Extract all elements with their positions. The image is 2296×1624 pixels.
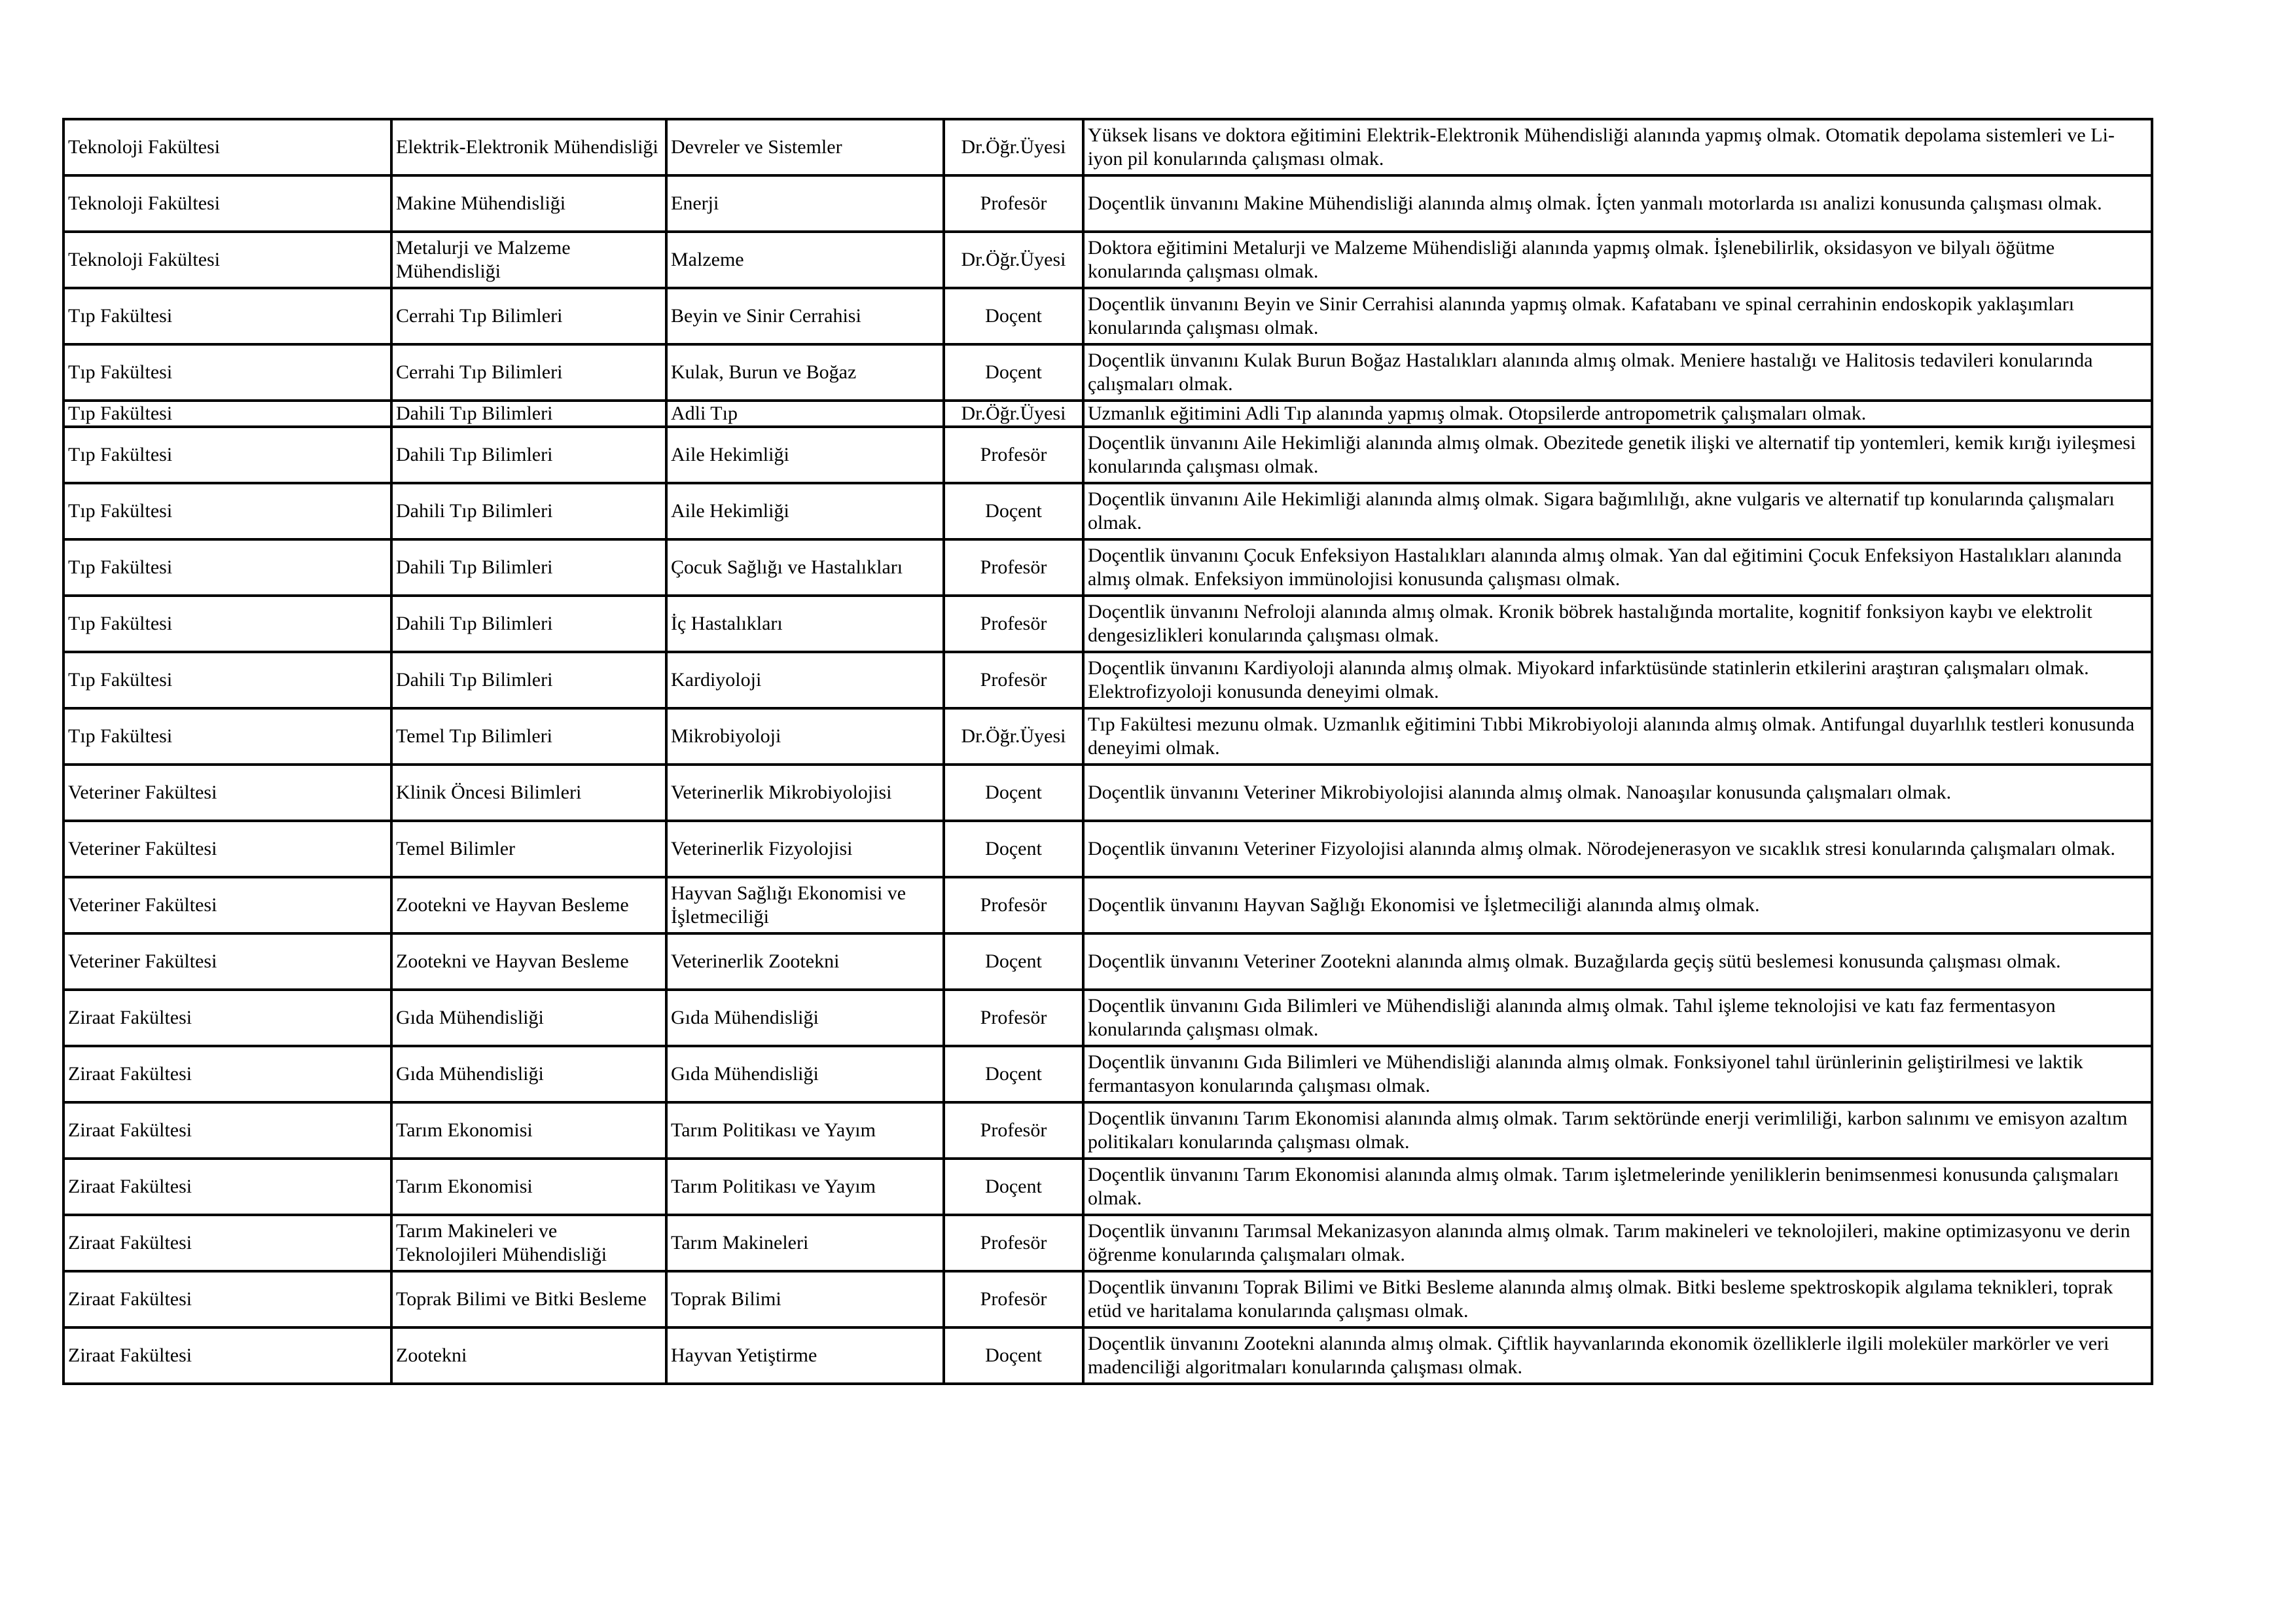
division-cell: Mikrobiyoloji	[666, 708, 944, 765]
division-cell: Hayvan Sağlığı Ekonomisi ve İşletmeciliği	[666, 877, 944, 933]
title-cell: Profesör	[944, 1271, 1083, 1327]
faculty-cell: Ziraat Fakültesi	[63, 990, 391, 1046]
division-cell: Gıda Mühendisliği	[666, 1046, 944, 1102]
department-cell: Zootekni ve Hayvan Besleme	[391, 933, 666, 990]
division-cell: Tarım Makineleri	[666, 1215, 944, 1271]
requirement-cell: Uzmanlık eğitimini Adli Tıp alanında yapmış olmak. Otopsilerde antropometrik çalışmaları olmak.	[1083, 401, 2152, 427]
title-cell: Profesör	[944, 539, 1083, 596]
division-cell: Veterinerlik Zootekni	[666, 933, 944, 990]
department-cell: Metalurji ve Malzeme Mühendisliği	[391, 232, 666, 288]
faculty-cell: Ziraat Fakültesi	[63, 1159, 391, 1215]
faculty-cell: Teknoloji Fakültesi	[63, 175, 391, 232]
department-cell: Dahili Tıp Bilimleri	[391, 427, 666, 483]
requirement-cell: Doçentlik ünvanını Gıda Bilimleri ve Mühendisliği alanında almış olmak. Tahıl işleme teknolojisi ve katı faz fermentasyon konularında çalışması olmak.	[1083, 990, 2152, 1046]
title-cell: Doçent	[944, 933, 1083, 990]
title-cell: Profesör	[944, 1102, 1083, 1159]
division-cell: Devreler ve Sistemler	[666, 119, 944, 175]
requirement-cell: Doçentlik ünvanını Veteriner Fizyolojisi alanında almış olmak. Nörodejenerasyon ve sıcaklık stresi konularında çalışmaları olmak.	[1083, 821, 2152, 877]
table-row	[63, 288, 2152, 344]
faculty-cell: Veteriner Fakültesi	[63, 821, 391, 877]
faculty-cell: Veteriner Fakültesi	[63, 765, 391, 821]
division-cell: Veterinerlik Fizyolojisi	[666, 821, 944, 877]
title-cell: Profesör	[944, 990, 1083, 1046]
requirement-cell: Doçentlik ünvanını Tarım Ekonomisi alanında almış olmak. Tarım sektöründe enerji verimliliği, karbon salınımı ve emisyon azaltım politikaları konularında çalışması olmak.	[1083, 1102, 2152, 1159]
department-cell: Tarım Ekonomisi	[391, 1159, 666, 1215]
title-cell: Dr.Öğr.Üyesi	[944, 119, 1083, 175]
department-cell: Toprak Bilimi ve Bitki Besleme	[391, 1271, 666, 1327]
faculty-cell: Tıp Fakültesi	[63, 483, 391, 539]
requirement-cell: Doçentlik ünvanını Beyin ve Sinir Cerrahisi alanında yapmış olmak. Kafatabanı ve spinal cerrahinin endoskopik yaklaşımları konularında çalışması olmak.	[1083, 288, 2152, 344]
faculty-cell: Tıp Fakültesi	[63, 596, 391, 652]
faculty-cell: Tıp Fakültesi	[63, 401, 391, 427]
division-cell: Aile Hekimliği	[666, 483, 944, 539]
faculty-cell: Tıp Fakültesi	[63, 427, 391, 483]
division-cell: Toprak Bilimi	[666, 1271, 944, 1327]
table-row	[63, 119, 2152, 175]
department-cell: Tarım Makineleri ve Teknolojileri Mühendisliği	[391, 1215, 666, 1271]
faculty-cell: Tıp Fakültesi	[63, 539, 391, 596]
division-cell: Çocuk Sağlığı ve Hastalıkları	[666, 539, 944, 596]
faculty-cell: Ziraat Fakültesi	[63, 1046, 391, 1102]
table-row	[63, 232, 2152, 288]
requirement-cell: Doktora eğitimini Metalurji ve Malzeme Mühendisliği alanında yapmış olmak. İşlenebilirlik, oksidasyon ve bilyalı öğütme konularında çalışması olmak.	[1083, 232, 2152, 288]
requirement-cell: Doçentlik ünvanını Aile Hekimliği alanında almış olmak. Sigara bağımlılığı, akne vulgaris ve alternatif tıp konularında çalışmaları olmak.	[1083, 483, 2152, 539]
title-cell: Doçent	[944, 288, 1083, 344]
faculty-cell: Teknoloji Fakültesi	[63, 119, 391, 175]
division-cell: Adli Tıp	[666, 401, 944, 427]
department-cell: Makine Mühendisliği	[391, 175, 666, 232]
department-cell: Elektrik-Elektronik Mühendisliği	[391, 119, 666, 175]
department-cell: Gıda Mühendisliği	[391, 1046, 666, 1102]
department-cell: Temel Bilimler	[391, 821, 666, 877]
table-row	[63, 344, 2152, 401]
requirement-cell: Doçentlik ünvanını Makine Mühendisliği alanında almış olmak. İçten yanmalı motorlarda ısı analizi konusunda çalışması olmak.	[1083, 175, 2152, 232]
table-row	[63, 652, 2152, 708]
faculty-cell: Tıp Fakültesi	[63, 288, 391, 344]
requirement-cell: Doçentlik ünvanını Toprak Bilimi ve Bitki Besleme alanında almış olmak. Bitki besleme spektroskopik algılama teknikleri, toprak etüd ve haritalama konularında çalışması olmak.	[1083, 1271, 2152, 1327]
table-body	[63, 119, 2152, 1384]
faculty-cell: Tıp Fakültesi	[63, 708, 391, 765]
division-cell: Enerji	[666, 175, 944, 232]
title-cell: Doçent	[944, 1327, 1083, 1384]
title-cell: Dr.Öğr.Üyesi	[944, 401, 1083, 427]
department-cell: Dahili Tıp Bilimleri	[391, 401, 666, 427]
title-cell: Profesör	[944, 175, 1083, 232]
table-row	[63, 401, 2152, 427]
table-row	[63, 596, 2152, 652]
requirement-cell: Doçentlik ünvanını Kardiyoloji alanında almış olmak. Miyokard infarktüsünde statinlerin etkilerini araştıran çalışmaları olmak. Elektrofizyoloji konusunda deneyimi olmak.	[1083, 652, 2152, 708]
table-row	[63, 990, 2152, 1046]
division-cell: Aile Hekimliği	[666, 427, 944, 483]
faculty-cell: Tıp Fakültesi	[63, 344, 391, 401]
department-cell: Klinik Öncesi Bilimleri	[391, 765, 666, 821]
department-cell: Zootekni	[391, 1327, 666, 1384]
division-cell: Veterinerlik Mikrobiyolojisi	[666, 765, 944, 821]
faculty-cell: Teknoloji Fakültesi	[63, 232, 391, 288]
title-cell: Profesör	[944, 877, 1083, 933]
title-cell: Doçent	[944, 1159, 1083, 1215]
title-cell: Profesör	[944, 596, 1083, 652]
title-cell: Doçent	[944, 765, 1083, 821]
faculty-cell: Ziraat Fakültesi	[63, 1327, 391, 1384]
department-cell: Dahili Tıp Bilimleri	[391, 652, 666, 708]
division-cell: Tarım Politikası ve Yayım	[666, 1159, 944, 1215]
requirement-cell: Doçentlik ünvanını Aile Hekimliği alanında almış olmak. Obezitede genetik ilişki ve alternatif tip yontemleri, kemik kırığı iyileşmesi konularında çalışması olmak.	[1083, 427, 2152, 483]
table-row	[63, 539, 2152, 596]
title-cell: Doçent	[944, 821, 1083, 877]
faculty-cell: Tıp Fakültesi	[63, 652, 391, 708]
table-row	[63, 1327, 2152, 1384]
department-cell: Gıda Mühendisliği	[391, 990, 666, 1046]
division-cell: Beyin ve Sinir Cerrahisi	[666, 288, 944, 344]
requirement-cell: Doçentlik ünvanını Tarımsal Mekanizasyon alanında almış olmak. Tarım makineleri ve teknolojileri, makine optimizasyonu ve derin öğrenme konularında çalışmaları olmak.	[1083, 1215, 2152, 1271]
table-row	[63, 877, 2152, 933]
division-cell: Malzeme	[666, 232, 944, 288]
department-cell: Dahili Tıp Bilimleri	[391, 483, 666, 539]
title-cell: Dr.Öğr.Üyesi	[944, 708, 1083, 765]
department-cell: Dahili Tıp Bilimleri	[391, 596, 666, 652]
department-cell: Dahili Tıp Bilimleri	[391, 539, 666, 596]
department-cell: Zootekni ve Hayvan Besleme	[391, 877, 666, 933]
table-row	[63, 1271, 2152, 1327]
requirement-cell: Doçentlik ünvanını Tarım Ekonomisi alanında almış olmak. Tarım işletmelerinde yeniliklerin benimsenmesi konusunda çalışmaları olmak.	[1083, 1159, 2152, 1215]
table-row	[63, 175, 2152, 232]
requirement-cell: Doçentlik ünvanını Veteriner Zootekni alanında almış olmak. Buzağılarda geçiş sütü beslemesi konusunda çalışması olmak.	[1083, 933, 2152, 990]
table-row	[63, 483, 2152, 539]
division-cell: Kulak, Burun ve Boğaz	[666, 344, 944, 401]
title-cell: Doçent	[944, 344, 1083, 401]
division-cell: Tarım Politikası ve Yayım	[666, 1102, 944, 1159]
division-cell: Hayvan Yetiştirme	[666, 1327, 944, 1384]
division-cell: Gıda Mühendisliği	[666, 990, 944, 1046]
faculty-position-table	[62, 118, 2153, 1385]
requirement-cell: Doçentlik ünvanını Gıda Bilimleri ve Mühendisliği alanında almış olmak. Fonksiyonel tahıl ürünlerinin geliştirilmesi ve laktik fermantasyon konularında çalışması olmak.	[1083, 1046, 2152, 1102]
department-cell: Tarım Ekonomisi	[391, 1102, 666, 1159]
requirement-cell: Doçentlik ünvanını Zootekni alanında almış olmak. Çiftlik hayvanlarında ekonomik özelliklerle ilgili moleküler markörler ve veri madenciliği algoritmaları konularında çalışması olmak.	[1083, 1327, 2152, 1384]
faculty-cell: Ziraat Fakültesi	[63, 1102, 391, 1159]
title-cell: Profesör	[944, 1215, 1083, 1271]
division-cell: İç Hastalıkları	[666, 596, 944, 652]
requirement-cell: Doçentlik ünvanını Kulak Burun Boğaz Hastalıkları alanında almış olmak. Meniere hastalığı ve Halitosis tedavileri konularında çalışmaları olmak.	[1083, 344, 2152, 401]
faculty-cell: Ziraat Fakültesi	[63, 1215, 391, 1271]
table-row	[63, 1215, 2152, 1271]
faculty-cell: Ziraat Fakültesi	[63, 1271, 391, 1327]
division-cell: Kardiyoloji	[666, 652, 944, 708]
table-row	[63, 1046, 2152, 1102]
title-cell: Profesör	[944, 652, 1083, 708]
title-cell: Doçent	[944, 1046, 1083, 1102]
table-row	[63, 1102, 2152, 1159]
title-cell: Doçent	[944, 483, 1083, 539]
requirement-cell: Doçentlik ünvanını Nefroloji alanında almış olmak. Kronik böbrek hastalığında mortalite, kognitif fonksiyon kaybı ve elektrolit dengesizlikleri konularında çalışması olmak.	[1083, 596, 2152, 652]
department-cell: Temel Tıp Bilimleri	[391, 708, 666, 765]
table-row	[63, 821, 2152, 877]
department-cell: Cerrahi Tıp Bilimleri	[391, 344, 666, 401]
title-cell: Profesör	[944, 427, 1083, 483]
faculty-cell: Veteriner Fakültesi	[63, 877, 391, 933]
title-cell: Dr.Öğr.Üyesi	[944, 232, 1083, 288]
requirement-cell: Doçentlik ünvanını Çocuk Enfeksiyon Hastalıkları alanında almış olmak. Yan dal eğitimini Çocuk Enfeksiyon Hastalıkları alanında almış olmak. Enfeksiyon immünolojisi konusunda çalışması olmak.	[1083, 539, 2152, 596]
requirement-cell: Tıp Fakültesi mezunu olmak. Uzmanlık eğitimini Tıbbi Mikrobiyoloji alanında almış olmak. Antifungal duyarlılık testleri konusunda deneyimi olmak.	[1083, 708, 2152, 765]
table-row	[63, 708, 2152, 765]
requirement-cell: Yüksek lisans ve doktora eğitimini Elektrik-Elektronik Mühendisliği alanında yapmış olmak. Otomatik depolama sistemleri ve Li-iyon pil konularında çalışması olmak.	[1083, 119, 2152, 175]
requirement-cell: Doçentlik ünvanını Veteriner Mikrobiyolojisi alanında almış olmak. Nanoaşılar konusunda çalışmaları olmak.	[1083, 765, 2152, 821]
table-row	[63, 933, 2152, 990]
table-row	[63, 765, 2152, 821]
table-row	[63, 427, 2152, 483]
department-cell: Cerrahi Tıp Bilimleri	[391, 288, 666, 344]
table-row	[63, 1159, 2152, 1215]
requirement-cell: Doçentlik ünvanını Hayvan Sağlığı Ekonomisi ve İşletmeciliği alanında almış olmak.	[1083, 877, 2152, 933]
faculty-cell: Veteriner Fakültesi	[63, 933, 391, 990]
